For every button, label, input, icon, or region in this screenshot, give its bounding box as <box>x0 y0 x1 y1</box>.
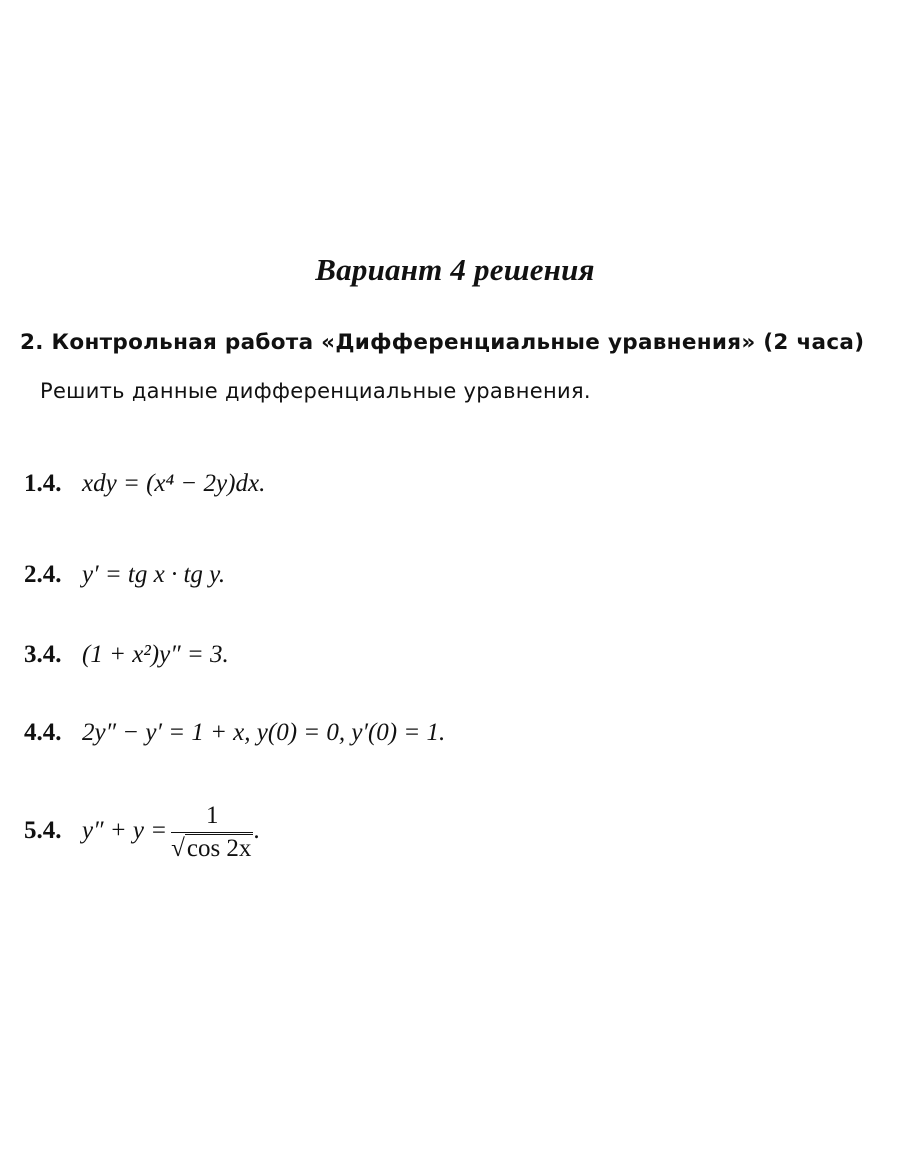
problem-equation: xdy = (x⁴ − 2y)dx. <box>82 470 266 497</box>
variant-title: Вариант 4 решения <box>315 252 595 287</box>
problem-equation: (1 + x²)y″ = 3. <box>82 641 229 668</box>
problem-item <box>24 802 260 863</box>
fraction <box>171 802 253 863</box>
problem-equation: 2y″ − y′ = 1 + x, y(0) = 0, y′(0) = 1. <box>82 719 446 746</box>
fraction-denominator <box>171 833 253 863</box>
problem-number: 3.4. <box>24 641 62 668</box>
problem-item <box>24 719 445 747</box>
instruction-text: Решить данные дифференциальные уравнения. <box>40 379 591 403</box>
radicand: cos 2x <box>186 835 252 862</box>
problem-number: 2.4. <box>24 561 62 588</box>
problem-number: 1.4. <box>24 470 62 497</box>
problem-equation-lhs: y″ + y = <box>82 817 168 845</box>
period: . <box>253 817 260 845</box>
fraction-numerator: 1 <box>171 802 253 833</box>
problem-number: 4.4. <box>24 719 62 746</box>
problem-item <box>24 561 225 589</box>
radical-sign-icon: √ <box>171 835 185 862</box>
problem-equation: y′ = tg x · tg y. <box>82 561 226 588</box>
problem-item <box>24 641 229 669</box>
problem-number: 5.4. <box>24 817 62 845</box>
test-heading: 2. Контрольная работа «Дифференциальные уравнения» (2 часа) <box>20 330 865 355</box>
square-root <box>171 835 253 863</box>
problem-item <box>24 470 265 498</box>
